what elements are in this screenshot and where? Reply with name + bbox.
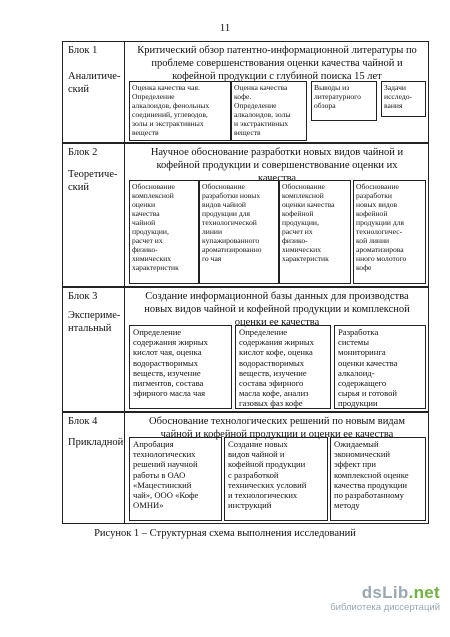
block-2-name: Теоретиче- ский [68, 169, 118, 193]
block-1-cell-4: Задачи исследо- вания [381, 81, 426, 117]
block-4-label: Блок 4 [68, 416, 98, 427]
block-2-cell-1: Обоснование комплексной оценки качества чайной продукции, расчет их физико- химических характеристик [129, 180, 199, 284]
block-4-title: Обоснование технологических решений по новым видам чайной и кофейной продукции и оценки ее качества [149, 416, 405, 440]
block-3-title: Создание информационной базы данных для производства новых видов чайной и кофейной продукции и комплексной оценки ее качества [144, 291, 410, 328]
block-2-cell-3: Обоснование комплексной оценки качества кофейной продукции, расчет их физико- химических характеристик [279, 180, 351, 284]
block-3-cell-2: Определение содержания жирных кислот кофе, оценка водорастворимых веществ, изучение состава эфирного масла кофе, анализ газовых фаз кофе [235, 325, 331, 409]
block-4-name: Прикладной [68, 437, 124, 448]
block-4-cell-3: Ожидаемый экономический эффект при комплексной оценке качества продукции по разработанному методу [330, 437, 426, 521]
watermark-subtitle: библиотека диссертаций [330, 602, 440, 613]
block-3-cell-3: Разработка системы мониторинга оценки качества алкалоид- содержащего сырья и готовой продукции [334, 325, 426, 409]
block-2-label: Блок 2 [68, 147, 98, 158]
block-3-label: Блок 3 [68, 291, 98, 302]
block-1-title: Критический обзор патентно-информационной литературы по проблеме совершенствования оценки качества чайной и кофейной продукции с глубиной поиска 15 лет [137, 45, 417, 82]
block-1-cell-3: Выводы из литературного обзора [311, 81, 377, 121]
block-1-cell-2: Оценка качества кофе. Определение алкалоидов, золы и экстрактивных веществ [231, 81, 307, 141]
block-2-cell-4: Обоснование разработки новых видов кофейной продукции для технологичес- кой линии ароматизирова нного молотого кофе [353, 180, 426, 284]
block-1-cell-1: Оценка качества чая. Определение алкалоидов, фенольных соединений, углеводов, золы и экстрактивных веществ [129, 81, 231, 141]
watermark-logo-suffix: .net [408, 583, 440, 602]
block-1-label: Блок 1 [68, 45, 98, 56]
block-1-name: Аналитиче- ский [68, 71, 121, 95]
page-number: 11 [219, 22, 231, 34]
block-2-cell-2: Обоснование разработки новых видов чайной продукции для технологической линии купажированного ароматизированно го чая [199, 180, 279, 284]
watermark [320, 583, 440, 613]
block-3-name: Экспериме- нтальный [68, 310, 121, 334]
watermark-logo [320, 583, 440, 603]
watermark-logo-main: dsLib [361, 583, 409, 602]
figure-caption: Рисунок 1 – Структурная схема выполнения исследований [94, 528, 356, 539]
block-3-cell-1: Определение содержания жирных кислот чая, оценка водорастворимых веществ, изучение пигментов, состава эфирного масла чая [129, 325, 232, 409]
block-2-title: Научное обоснование разработки новых видов чайной и кофейной продукции и совершенствование оценки их качества [150, 147, 404, 184]
block-4-cell-1: Апробация технологических решений научной работы в ОАО «Мацестинский чай», ООО «Кофе ОМНИ» [129, 437, 222, 521]
block-4-cell-2: Создание новых видов чайной и кофейной продукции с разработкой технических условий и технологических инструкций [224, 437, 328, 521]
